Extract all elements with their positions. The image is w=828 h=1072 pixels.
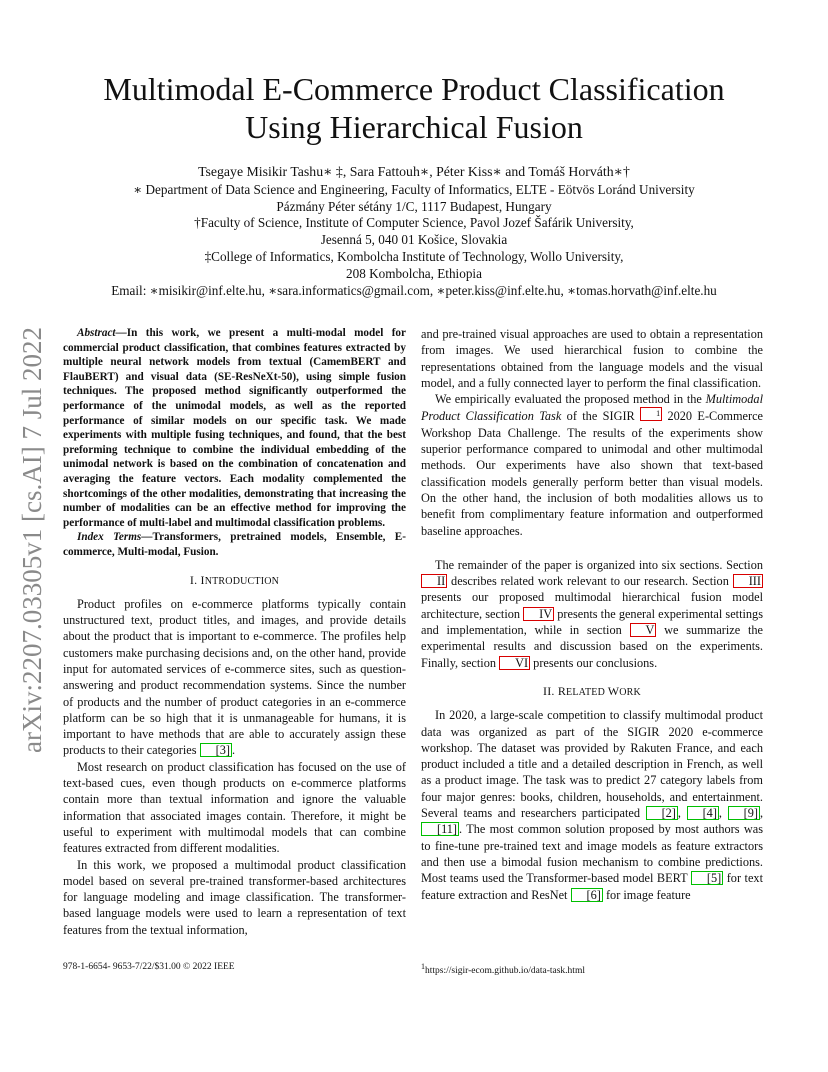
citation-link[interactable]: [2] <box>646 806 678 820</box>
affiliation-1b: Pázmány Péter sétány 1/C, 1117 Budapest, Hungary <box>276 198 552 214</box>
footnote-link[interactable]: 1 <box>640 407 662 421</box>
section-link[interactable]: II <box>421 574 447 588</box>
citation-link[interactable]: [3] <box>200 743 232 757</box>
left-column <box>63 326 406 938</box>
citation-link[interactable]: [6] <box>571 888 603 902</box>
right-column <box>421 326 763 903</box>
right-paragraph-3: The remainder of the paper is organized into six sections. Section II describes related work relevant to our research. Section III presents our proposed multimodal hierarchical fusion model architecture, section IV presents the general experimental settings and implementation, while in section V we summarize the experimental results and discussion based on the experiments. Finally, section VI presents our conclusions. <box>421 557 763 670</box>
affiliation-2b: Jesenná 5, 040 01 Košice, Slovakia <box>320 232 508 248</box>
section-link[interactable]: V <box>630 623 657 637</box>
title-line-1: Multimodal E-Commerce Product Classification <box>103 71 725 107</box>
section-link[interactable]: IV <box>523 607 554 621</box>
paper-title <box>40 70 788 146</box>
affiliation-3b: 208 Kombolcha, Ethiopia <box>346 265 482 281</box>
title-line-2: Using Hierarchical Fusion <box>245 109 583 145</box>
author-block <box>30 164 798 299</box>
index-terms <box>63 530 406 559</box>
footnote <box>421 962 585 976</box>
arxiv-stamp: arXiv:2207.03305v1 [cs.AI] 7 Jul 2022 <box>17 327 47 753</box>
index-terms-label: Index Terms <box>77 531 142 544</box>
right-paragraph-1: and pre-trained visual approaches are used to obtain a representation from images. We used hierarchical fusion to combine the representations obtained from the language models and the visual model, and a fully connected layer to perform the final classification. <box>421 327 763 390</box>
author-names: Tsegaye Misikir Tashu∗ ‡, Sara Fattouh∗, Péter Kiss∗ and Tomáš Horváth∗† <box>198 164 630 179</box>
section-link[interactable]: VI <box>499 656 530 670</box>
citation-link[interactable]: [4] <box>687 806 719 820</box>
affiliation-2a: †Faculty of Science, Institute of Computer Science, Pavol Jozef Šafárik University, <box>194 215 634 231</box>
section-link[interactable]: III <box>733 574 763 588</box>
footnote-url[interactable]: https://sigir-ecom.github.io/data-task.html <box>425 966 585 976</box>
affiliation-1a: ∗ Department of Data Science and Engineering, Faculty of Informatics, ELTE - Eötvös Loránd University <box>133 181 695 197</box>
footnote-number: 1 <box>421 962 425 971</box>
citation-link[interactable]: [5] <box>691 871 723 885</box>
related-work-paragraph: In 2020, a large-scale competition to classify multimodal product data was organized as part of the SIGIR 2020 e-commerce workshop. The dataset was provided by Rakuten France, and each product included a title and a detailed description in French, as well as a product image. The task was to predict 27 category labels from four major genres: books, children, households, and entertainment. Several teams and researchers participated [2] , [4] , [9] , [11] . The most common solution proposed by most authors was to fine-tune pre-trained text and image models as feature extractors and then use a bimodal fusion mechanism to combine predictions. Most teams used the Transformer-based model BERT [5] for text feature extraction and ResNet [6] for image feature <box>421 708 764 902</box>
intro-paragraph-3: In this work, we proposed a multimodal product classification model based on several pre-trained transformer-based architectures for language modeling and image classification. The transformer-based language models were used to learn a representation of text features from the textual information, <box>63 857 406 937</box>
index-terms-text: —Transformers, pretrained models, Ensemble, E-commerce, Multi-modal, Fusion. <box>63 531 406 558</box>
citation-link[interactable]: [11] <box>421 822 459 836</box>
abstract <box>63 326 406 530</box>
copyright-footer: 978-1-6654- 9653-7/22/$31.00 © 2022 IEEE <box>63 962 235 972</box>
abstract-label: Abstract <box>77 327 116 339</box>
citation-link[interactable]: [9] <box>728 806 760 820</box>
intro-paragraph-2: Most research on product classification has focused on the use of text-based cues, even though products on e-commerce platforms contain more than textual information and ignore the valuable information that associated images contain. Therefore, it might be useful to experiment with multimodal models that can combine features extracted from different modalities. <box>63 759 406 856</box>
section-heading-related-work: II. RELATED WORK <box>543 683 641 698</box>
right-paragraph-2: We empirically evaluated the proposed method in the Multimodal Product Classification Task of the SIGIR 1 2020 E-Commerce Workshop Data Challenge. The results of the experiments show superior performance compared to unimodal and other multimodal methods. Our experiments have also shown that text-based classification models generally perform better than visual models. On the other hand, the inclusion of both modalities allows us to benefit from complimentary feature information and outperformed baseline approaches. <box>421 392 763 538</box>
author-emails: Email: ∗misikir@inf.elte.hu, ∗sara.informatics@gmail.com, ∗peter.kiss@inf.elte.hu, ∗tomas.horvath@inf.elte.hu <box>111 282 717 298</box>
section-heading-introduction: I. INTRODUCTION <box>189 572 280 587</box>
affiliation-3a: ‡College of Informatics, Kombolcha Institute of Technology, Wollo University, <box>204 248 624 264</box>
intro-paragraph-1: Product profiles on e-commerce platforms typically contain unstructured text, product titles, and images, and provide details about the product that is important to e-commerce. The profiles help customers make purchasing decisions and, on the other hand, provide input for automated services of e-commerce sites, such as question-answering and product recommendation systems. Since the number of products and the number of product categories in an e-commerce platform can be so high that it is unmanageable for humans, it is important to have methods that are able to accurately assign these products to their categories [3] . <box>63 596 406 758</box>
abstract-text: —In this work, we present a multi-modal model for commercial product classification, that combines features extracted by multiple neural network models from textual (CamemBERT and FlauBERT) and visual data (SE-ResNeXt-50), using simple fusion techniques. The proposed method significantly outperformed the performance of the unimodal models, as well as the reported performance of similar models on our specific task. We made experiments with multiple fusing techniques, and found, that the best preforming technique to combine the individual embedding of the unimodal network is based on the combination of concatenation and averaging the feature vectors. Each modality complemented the shortcomings of the other modalities, demonstrating that increasing the number of modalities can be an effective method for improving the performance of multi-label and multimodal classification problems. <box>63 327 406 529</box>
